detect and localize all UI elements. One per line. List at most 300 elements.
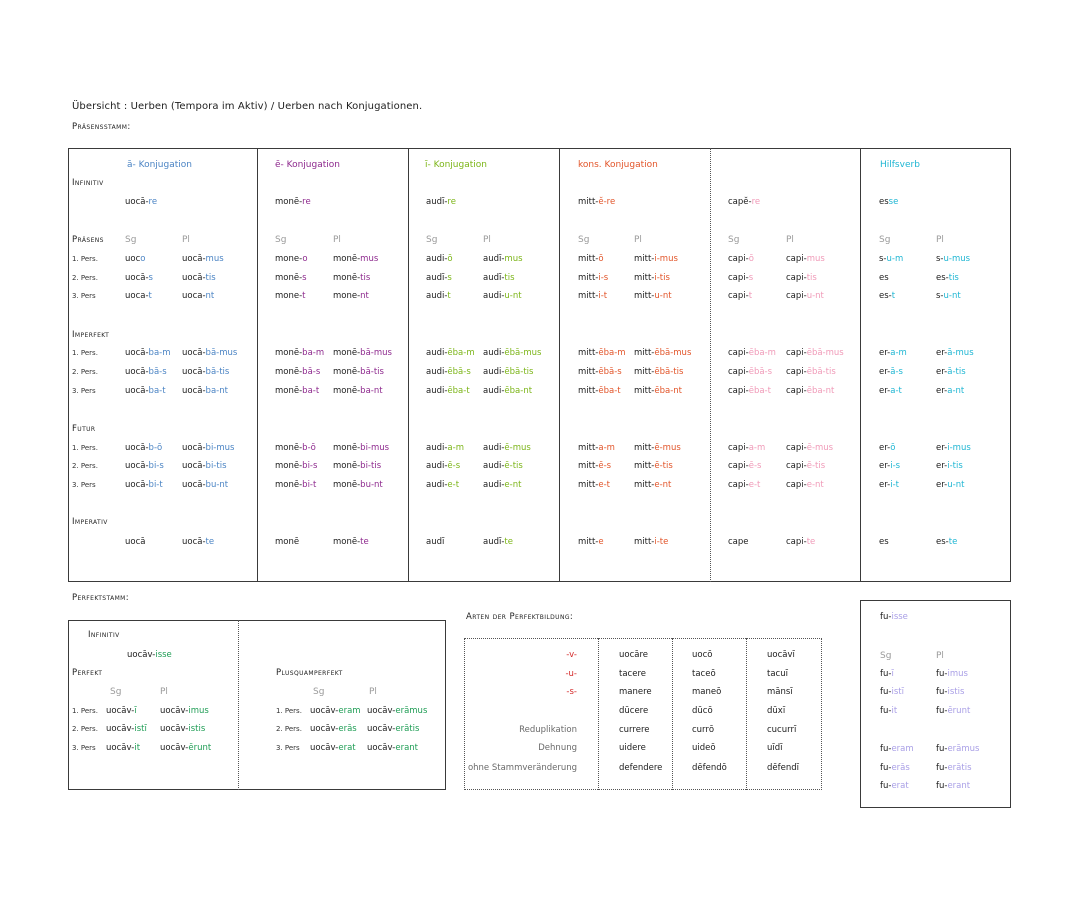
form-ending: bā-s <box>148 367 167 377</box>
form-stem: audi- <box>426 443 448 453</box>
form-stem: uocā- <box>182 480 206 490</box>
form-ending: s <box>302 273 307 283</box>
form-stem: audi- <box>426 291 448 301</box>
number-label-sg: Sg <box>879 235 891 245</box>
form-ending: bi-s <box>148 461 164 471</box>
imperfekt-form <box>879 367 903 377</box>
futur-form <box>786 443 833 453</box>
infinitive-form <box>125 197 157 207</box>
form-stem: mitt- <box>578 537 599 547</box>
person-label: 2. Pers. <box>72 274 98 282</box>
imperfekt-form <box>125 348 171 358</box>
praesens-form <box>275 273 307 283</box>
number-label-sg: Sg <box>313 687 325 697</box>
form-ending: ēbā-tis <box>654 367 684 377</box>
imperfekt-form <box>634 367 683 377</box>
praesens-form <box>578 273 608 283</box>
number-label-pl: Pl <box>333 235 341 245</box>
person-label: 1. Pers. <box>72 707 98 715</box>
column-divider <box>860 148 861 582</box>
form-stem: uocā- <box>125 461 149 471</box>
person-label: 3. Pers <box>276 744 300 752</box>
form-ending: ēba-m <box>598 348 626 358</box>
number-label-sg: Sg <box>728 235 740 245</box>
form-ending: isse <box>891 612 908 622</box>
form-stem: capi- <box>786 273 807 283</box>
column-header: ī- Konjugation <box>425 160 487 170</box>
form-ending: ē-tis <box>504 461 523 471</box>
imperfekt-form <box>483 348 541 358</box>
praesens-form <box>483 273 515 283</box>
form-ending: ba-nt <box>205 386 228 396</box>
infinitive-form <box>578 197 615 207</box>
imperativ-form <box>182 537 214 547</box>
form-ending: e-t <box>598 480 611 490</box>
form-stem: mitt- <box>634 254 655 264</box>
perfekt-form <box>106 724 147 734</box>
formation-type: -v- <box>566 650 577 660</box>
formation-present: dūcō <box>692 706 713 716</box>
imperfekt-form <box>182 367 229 377</box>
praesens-form <box>275 254 308 264</box>
number-label-sg: Sg <box>880 651 892 661</box>
futur-form <box>936 443 971 453</box>
imperativ-form <box>728 537 749 547</box>
form-ending: bi-s <box>302 461 318 471</box>
form-ending: i-mus <box>654 254 678 264</box>
form-ending: u-m <box>886 254 904 264</box>
formation-perfect: uocāvī <box>767 650 795 660</box>
form-stem: mitt- <box>578 291 599 301</box>
futur-form <box>634 461 673 471</box>
auxiliary-plusquamperfekt-form <box>880 763 910 773</box>
auxiliary-perfekt-form <box>880 687 904 697</box>
futur-form <box>275 443 316 453</box>
futur-form <box>634 480 671 490</box>
perfekt-form <box>106 706 137 716</box>
form-stem: audī- <box>483 254 505 264</box>
form-ending: e-nt <box>654 480 672 490</box>
form-ending: a-m <box>598 443 615 453</box>
form-stem: uocāv- <box>106 743 135 753</box>
form-stem: uocāv- <box>310 724 339 734</box>
form-ending: u-nt <box>806 291 824 301</box>
futur-form <box>936 480 964 490</box>
form-ending: i-t <box>598 291 608 301</box>
form-ending: nt <box>360 291 369 301</box>
form-stem: mitt- <box>634 480 655 490</box>
formation-perfect: mānsī <box>767 687 793 697</box>
futur-form <box>182 443 234 453</box>
form-stem: uocā- <box>125 480 149 490</box>
form-ending: istī <box>891 687 904 697</box>
form-stem: er- <box>879 480 891 490</box>
form-stem: mitt- <box>578 367 599 377</box>
form-stem: fu- <box>880 744 892 754</box>
auxiliary-perfekt-form <box>936 687 964 697</box>
praesens-form <box>728 291 752 301</box>
form-ending: ēba-t <box>598 386 621 396</box>
form-ending: u-nt <box>654 291 672 301</box>
form-stem: monē- <box>275 367 303 377</box>
form-stem: es <box>879 197 889 207</box>
formation-perfect: dūxī <box>767 706 786 716</box>
futur-form <box>634 443 681 453</box>
form-stem: monē- <box>333 461 361 471</box>
praesens-form <box>426 291 451 301</box>
form-stem: er- <box>936 443 948 453</box>
form-stem: uocā- <box>182 254 206 264</box>
form-stem: er- <box>879 348 891 358</box>
form-ending: mus <box>360 254 379 264</box>
person-label: 3. Pers <box>72 387 96 395</box>
form-stem: capi- <box>786 443 807 453</box>
form-ending: s <box>748 273 754 283</box>
form-stem: s- <box>879 254 887 264</box>
form-ending: tis <box>205 273 216 283</box>
form-stem: monē- <box>333 480 361 490</box>
form-ending: u-mus <box>943 254 971 264</box>
form-ending: ē-s <box>748 461 762 471</box>
form-ending: ēbā-tis <box>806 367 836 377</box>
praesens-form <box>786 254 825 264</box>
form-ending: istī <box>134 724 147 734</box>
perfekt-form <box>106 743 140 753</box>
formation-perfect: cucurrī <box>767 725 797 735</box>
person-label: 1. Pers. <box>72 255 98 263</box>
form-ending: ō <box>890 443 896 453</box>
praesens-form <box>483 254 523 264</box>
imperativ-form <box>275 537 299 547</box>
form-ending: ēbā-mus <box>654 348 692 358</box>
form-stem: mitt- <box>578 461 599 471</box>
form-stem: er- <box>936 461 948 471</box>
form-ending: te <box>360 537 369 547</box>
form-stem: fu- <box>880 669 892 679</box>
formation-infinitive: uocāre <box>619 650 649 660</box>
form-ending: a-t <box>890 386 902 396</box>
futur-form <box>426 443 464 453</box>
number-label-pl: Pl <box>483 235 491 245</box>
form-ending: t <box>148 291 152 301</box>
form-ending: i-s <box>890 461 901 471</box>
form-ending: e-t <box>447 480 460 490</box>
form-stem: audi- <box>426 386 448 396</box>
form-stem: uocāv- <box>106 724 135 734</box>
form-stem: mitt- <box>634 367 655 377</box>
futur-form <box>786 480 824 490</box>
imperfekt-form <box>936 348 974 358</box>
form-ending: u-nt <box>947 480 965 490</box>
form-stem: audi- <box>483 291 505 301</box>
form-ending: i-tis <box>654 273 670 283</box>
column-header: ē- Konjugation <box>275 160 340 170</box>
form-ending: ēbā-s <box>748 367 773 377</box>
form-ending: ē-tis <box>654 461 673 471</box>
form-ending: bi-mus <box>205 443 235 453</box>
form-stem: capi- <box>728 461 749 471</box>
form-stem: monē- <box>333 254 361 264</box>
form-ending: ērunt <box>947 706 971 716</box>
form-stem: uocāv- <box>367 724 396 734</box>
form-ending: ō <box>598 254 604 264</box>
form-ending: ērunt <box>188 743 212 753</box>
form-stem: capi- <box>786 367 807 377</box>
form-ending: ē-s <box>447 461 461 471</box>
formation-present: currō <box>692 725 715 735</box>
formation-type: Dehnung <box>538 743 577 753</box>
column-header: Hilfsverb <box>880 160 920 170</box>
form-ending: bā-mus <box>205 348 238 358</box>
form-ending: erat <box>891 781 909 791</box>
section-label-imperativ: Imperativ <box>72 517 108 527</box>
form-stem: mitt- <box>578 254 599 264</box>
form-ending: re <box>302 197 311 207</box>
form-stem: uocāv- <box>367 706 396 716</box>
praesens-form <box>125 291 152 301</box>
form-stem: uocā- <box>125 348 149 358</box>
form-ending: ē-mus <box>504 443 531 453</box>
form-stem: capi- <box>786 348 807 358</box>
form-stem: uocā- <box>182 386 206 396</box>
form-stem: fu- <box>880 706 892 716</box>
form-ending: a-m <box>890 348 907 358</box>
imperativ-form <box>483 537 513 547</box>
form-stem: fu- <box>880 687 892 697</box>
form-stem: capi- <box>728 291 749 301</box>
auxiliary-infinitive-form <box>880 612 908 622</box>
form-ending: ē-mus <box>806 443 834 453</box>
praesens-form <box>786 273 817 283</box>
imperfekt-form <box>879 386 902 396</box>
form-stem: uocā- <box>182 443 206 453</box>
form-stem: monē- <box>275 348 303 358</box>
praesens-form <box>333 254 378 264</box>
imperfekt-form <box>936 386 964 396</box>
form-stem: uocāv- <box>160 706 189 716</box>
number-label-pl: Pl <box>634 235 642 245</box>
form-stem: uocā- <box>182 273 206 283</box>
formation-infinitive: tacere <box>619 669 646 679</box>
form-ending: bā-tis <box>205 367 230 377</box>
form-ending: te <box>205 537 215 547</box>
form-ending: o <box>302 254 308 264</box>
number-label-pl: Pl <box>369 687 377 697</box>
form-stem: capi- <box>728 254 749 264</box>
auxiliary-plusquamperfekt-form <box>936 781 970 791</box>
form-stem: fu- <box>936 669 948 679</box>
form-ending: bu-nt <box>205 480 229 490</box>
formation-perfect: tacuī <box>767 669 788 679</box>
auxiliary-perfekt-form <box>936 669 968 679</box>
infinitive-form <box>879 197 898 207</box>
form-stem: audi- <box>483 386 505 396</box>
form-ending: e-t <box>748 480 761 490</box>
form-stem: monē- <box>333 537 361 547</box>
imperativ-form <box>125 537 145 547</box>
auxiliary-perfekt-form <box>936 706 970 716</box>
form-stem: capi- <box>786 480 807 490</box>
number-label-sg: Sg <box>110 687 122 697</box>
form-stem: mone- <box>333 291 361 301</box>
form-ending: ba-t <box>302 386 320 396</box>
form-stem: monē- <box>333 273 361 283</box>
form-stem: es- <box>936 273 949 283</box>
form-ending: e <box>598 537 604 547</box>
formation-present: maneō <box>692 687 722 697</box>
auxiliary-perfekt-form <box>880 706 897 716</box>
praesens-form <box>182 254 224 264</box>
form-stem: capi- <box>728 386 749 396</box>
column-header: ā- Konjugation <box>127 160 192 170</box>
column-divider <box>710 148 711 582</box>
auxiliary-perfekt-form <box>880 669 894 679</box>
form-ending: ā-s <box>890 367 903 377</box>
form-stem: audi- <box>483 367 505 377</box>
form-stem: uocā- <box>125 367 149 377</box>
form-stem: s- <box>936 254 944 264</box>
futur-form <box>125 461 164 471</box>
praesens-form <box>879 254 903 264</box>
form-ending: re <box>148 197 158 207</box>
form-stem: capĕ- <box>728 197 752 207</box>
form-ending: se <box>888 197 899 207</box>
column-divider <box>746 638 747 790</box>
futur-form <box>936 461 963 471</box>
form-stem: mitt- <box>634 443 655 453</box>
form-stem: uoca- <box>125 291 149 301</box>
imperfekt-form <box>483 386 532 396</box>
number-label-pl: Pl <box>786 235 794 245</box>
form-stem: audi- <box>483 461 505 471</box>
form-stem: es- <box>936 537 949 547</box>
formation-infinitive: uidere <box>619 743 646 753</box>
imperfekt-form <box>728 386 771 396</box>
formation-type: -u- <box>565 669 577 679</box>
form-ending: erant <box>947 781 971 791</box>
imperativ-form <box>634 537 668 547</box>
form-ending: i-tis <box>947 461 963 471</box>
column-divider <box>672 638 673 790</box>
praesens-form <box>578 291 607 301</box>
imperfekt-form <box>125 386 166 396</box>
form-stem: er- <box>879 443 891 453</box>
imperfekt-form <box>728 367 772 377</box>
form-stem: es- <box>879 291 892 301</box>
formation-present: dēfendō <box>692 763 727 773</box>
column-divider <box>257 148 258 582</box>
praesens-form <box>182 291 214 301</box>
form-ending: erāmus <box>395 706 428 716</box>
imperfekt-form <box>182 348 237 358</box>
praesens-form <box>936 254 970 264</box>
plusquamperfekt-form <box>310 743 356 753</box>
formation-infinitive: defendere <box>619 763 663 773</box>
form-ending: mus <box>504 254 523 264</box>
form-ending: b-ō <box>302 443 316 453</box>
form-ending: erās <box>891 763 910 773</box>
form-stem: fu- <box>936 706 948 716</box>
form-ending: ba-t <box>148 386 166 396</box>
form-stem: er- <box>879 461 891 471</box>
form-stem: s- <box>936 291 944 301</box>
form-ending: eram <box>338 706 361 716</box>
form-ending: s <box>447 273 452 283</box>
form-stem: audī- <box>426 273 448 283</box>
perfect-infinitive-label: Infinitiv <box>88 630 120 640</box>
form-stem: uocā- <box>182 461 206 471</box>
column-divider <box>408 148 409 582</box>
imperfekt-form <box>333 367 384 377</box>
form-stem: er- <box>879 386 891 396</box>
formation-type: -s- <box>566 687 577 697</box>
form-ending: ēba-m <box>748 348 776 358</box>
form-ending: ī <box>891 669 894 679</box>
form-ending: u-nt <box>504 291 522 301</box>
form-stem: mone- <box>275 254 303 264</box>
form-stem: audī- <box>483 273 505 283</box>
form-stem: monē- <box>333 386 361 396</box>
present-stem-label: Präsensstamm: <box>72 122 131 132</box>
form-ending: ō <box>447 254 453 264</box>
plusquamperfekt-label: Plusquamperfekt <box>276 668 343 678</box>
imperfekt-form <box>426 386 470 396</box>
futur-form <box>578 461 611 471</box>
person-label: 3. Pers <box>72 481 96 489</box>
form-stem: mitt- <box>578 273 599 283</box>
futur-form <box>879 443 895 453</box>
form-stem: er- <box>936 386 948 396</box>
futur-form <box>333 443 389 453</box>
formation-present: uideō <box>692 743 716 753</box>
praesens-form <box>182 273 216 283</box>
form-ending: e-nt <box>806 480 824 490</box>
futur-form <box>125 443 162 453</box>
perfekt-form <box>160 706 209 716</box>
form-ending: it <box>891 706 898 716</box>
form-stem: fu- <box>936 687 948 697</box>
praesens-form <box>426 273 452 283</box>
plusquamperfekt-form <box>310 724 357 734</box>
number-label-pl: Pl <box>182 235 190 245</box>
futur-form <box>275 480 316 490</box>
form-ending: erant <box>395 743 418 753</box>
futur-form <box>483 461 523 471</box>
formation-type: Reduplikation <box>519 725 577 735</box>
form-ending: bā-s <box>302 367 321 377</box>
auxiliary-plusquamperfekt-form <box>936 763 972 773</box>
praesens-form <box>426 254 453 264</box>
form-stem: monē- <box>275 443 303 453</box>
form-stem: mitt- <box>578 480 599 490</box>
praesens-form <box>275 291 306 301</box>
futur-form <box>879 461 900 471</box>
plusquamperfekt-form <box>310 706 361 716</box>
form-stem: mitt- <box>634 461 655 471</box>
form-stem: uocā- <box>125 386 149 396</box>
form-ending: eram <box>891 744 914 754</box>
form-ending: ēbā-s <box>598 367 622 377</box>
form-ending: tis <box>806 273 817 283</box>
praesens-form <box>879 291 895 301</box>
column-divider <box>559 148 560 582</box>
form-stem: uocā <box>125 537 146 547</box>
form-ending: ē-s <box>598 461 612 471</box>
praesens-form <box>634 273 670 283</box>
form-ending: ē-mus <box>654 443 681 453</box>
futur-form <box>125 480 163 490</box>
form-ending: erātis <box>395 724 420 734</box>
